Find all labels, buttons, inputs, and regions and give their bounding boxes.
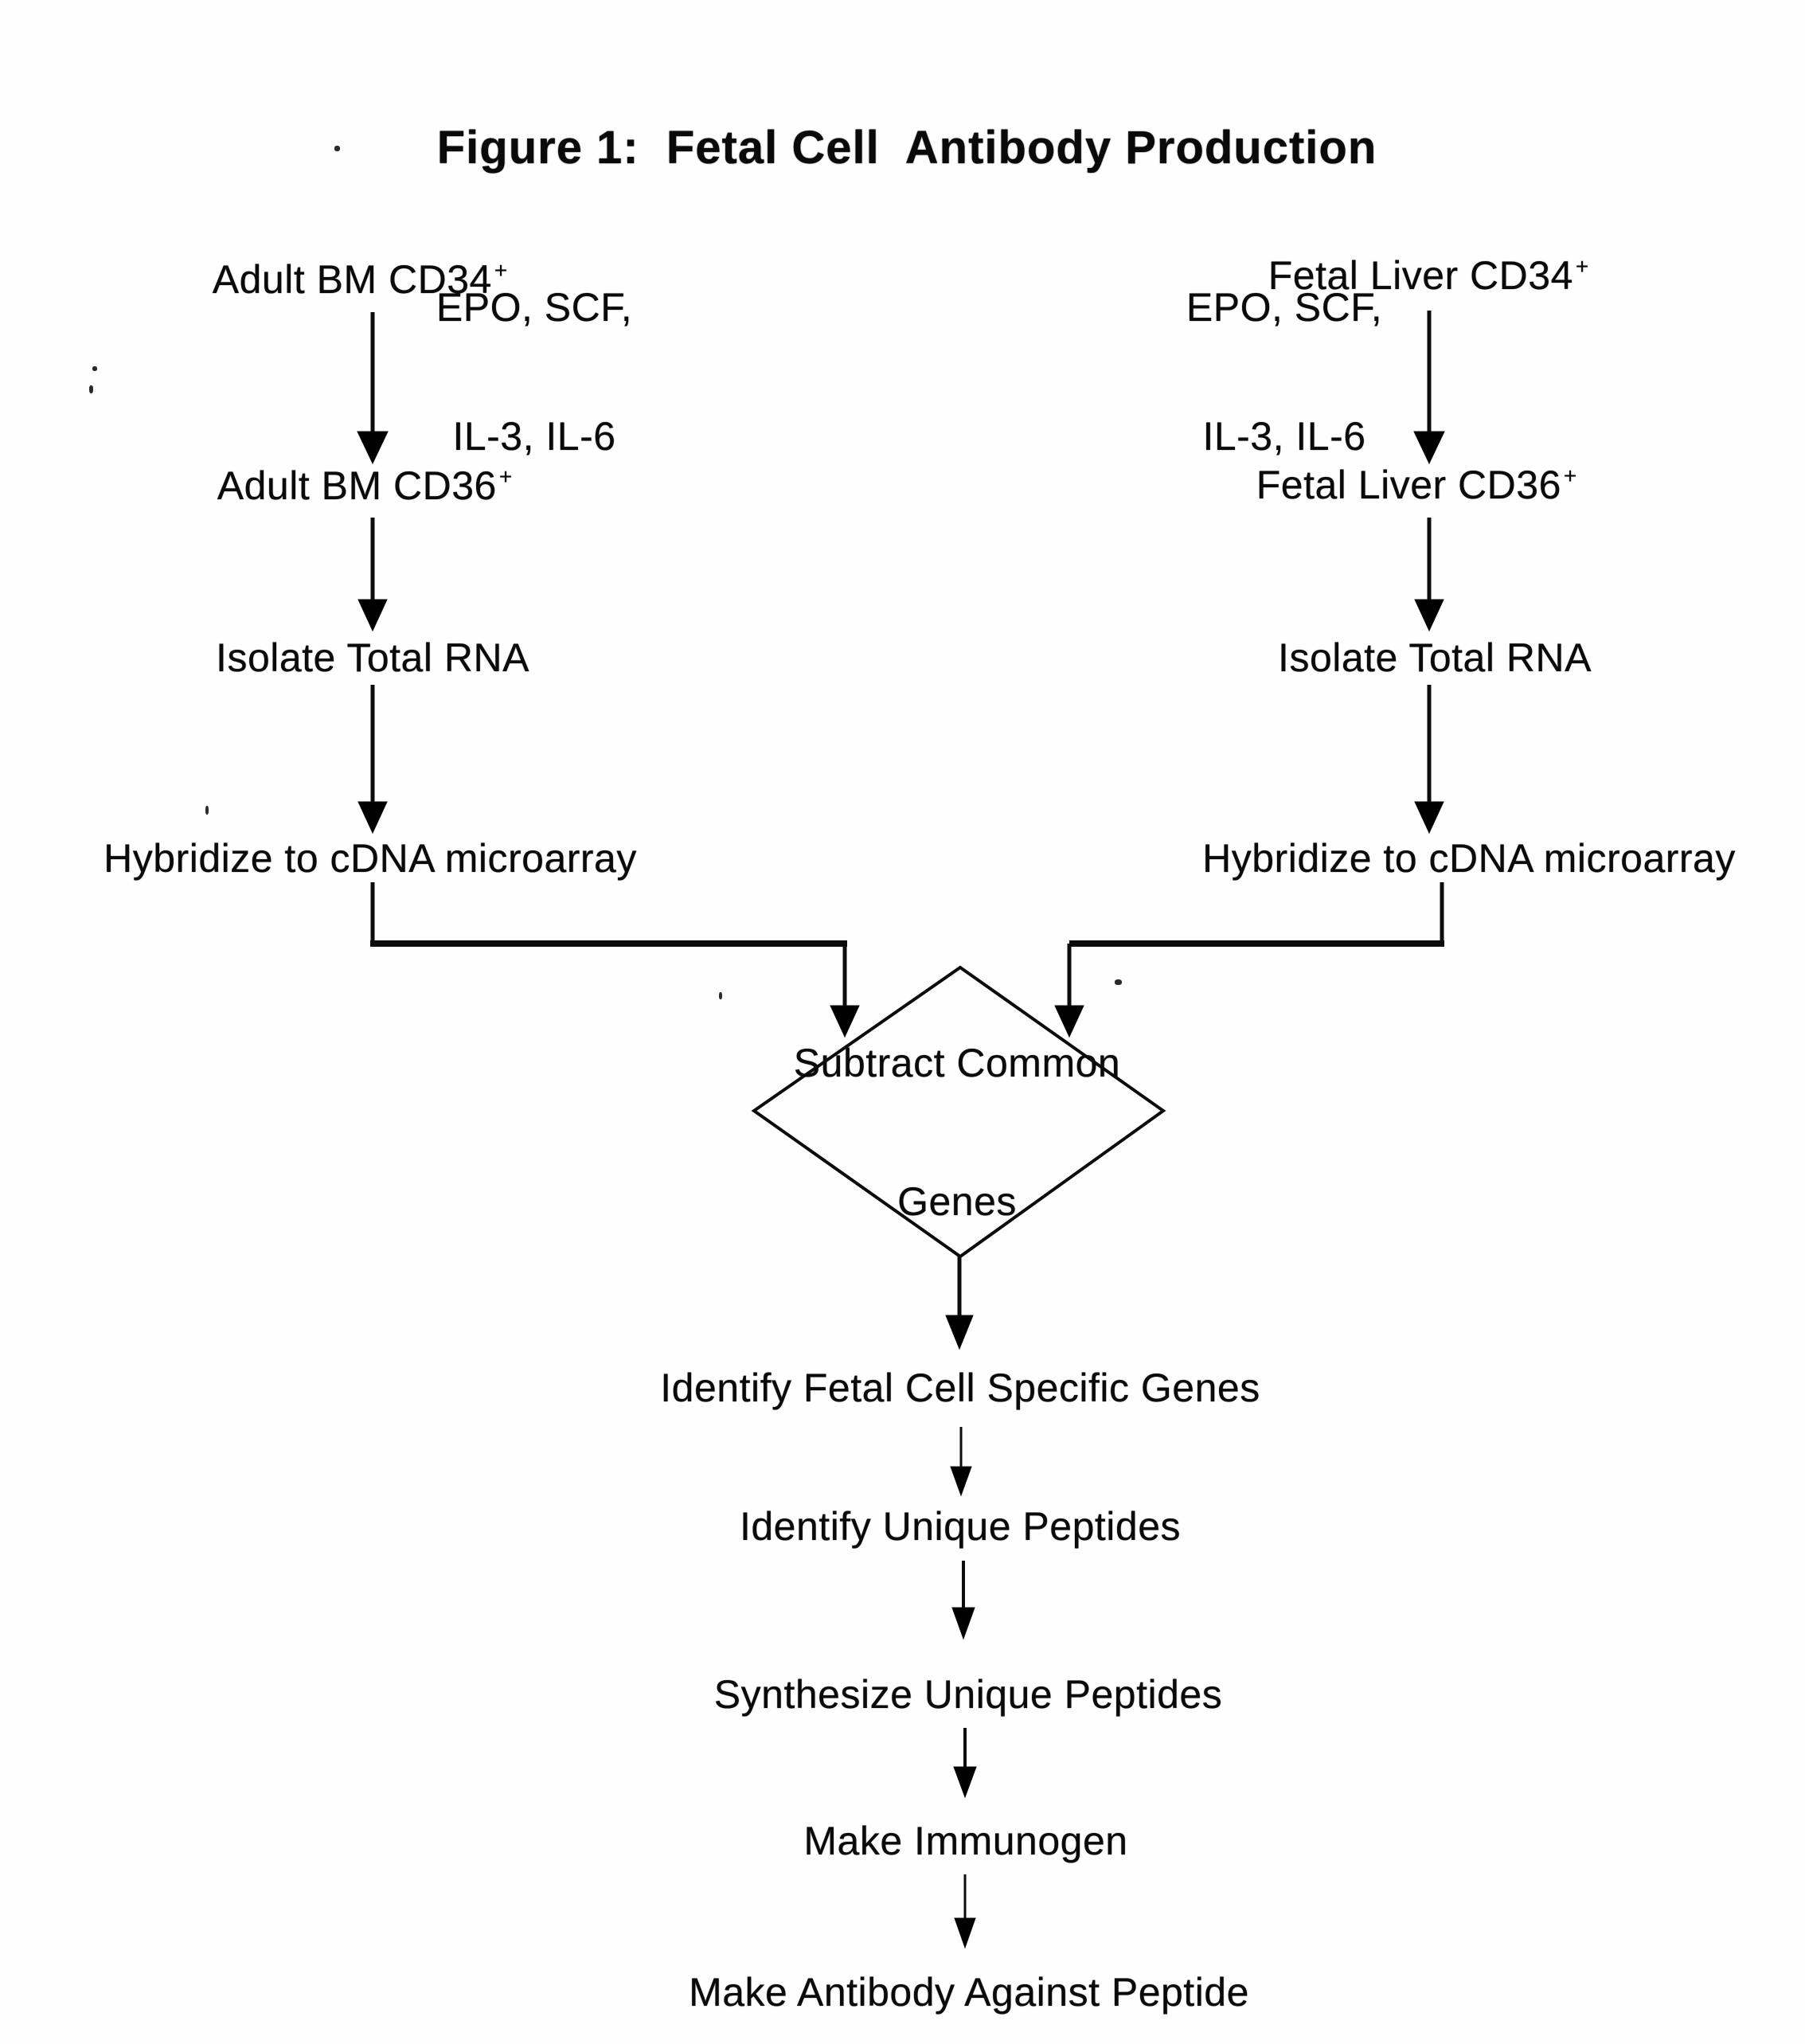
cytokine-right-line2: IL-3, IL-6 — [1202, 414, 1366, 459]
node-hybridize-left: Hybridize to cDNA microarray — [104, 836, 637, 881]
scan-speck — [205, 806, 209, 815]
arrow-peptides-to-synthesize — [952, 1561, 975, 1639]
superscript-plus: + — [1575, 254, 1589, 279]
node-isolate-rna-left: Isolate Total RNA — [216, 635, 529, 680]
superscript-plus: + — [498, 464, 513, 489]
node-synthesize-unique-peptides: Synthesize Unique Peptides — [713, 1672, 1223, 1717]
arrow-genes-to-peptides — [951, 1427, 971, 1495]
cytokine-left-line1: EPO, SCF, — [436, 285, 633, 330]
arrow-right-cd34-to-cd36 — [1414, 311, 1444, 463]
node-make-antibody: Make Antibody Against Peptide — [689, 1970, 1249, 2015]
arrow-left-cd34-to-cd36 — [357, 312, 388, 463]
arrow-synthesize-to-immunogen — [954, 1728, 976, 1797]
node-adult-bm-cd36 — [217, 465, 512, 513]
cytokine-left-line2: IL-3, IL-6 — [452, 414, 616, 459]
scan-speck — [334, 146, 340, 151]
scan-speck — [92, 366, 97, 371]
arrow-immunogen-to-antibody — [955, 1874, 975, 1948]
node-make-immunogen: Make Immunogen — [803, 1819, 1128, 1863]
arrow-right-isolate-to-hybridize — [1415, 685, 1444, 833]
node-isolate-rna-right: Isolate Total RNA — [1278, 635, 1592, 680]
superscript-plus: + — [1563, 463, 1577, 488]
node-fetal-liver-cd36 — [1256, 464, 1577, 512]
arrow-left-isolate-to-hybridize — [358, 685, 387, 833]
figure-title: Figure 1: Fetal Cell Antibody Production — [436, 122, 1377, 174]
node-fetal-liver-cd34-text: Fetal Liver CD34 — [1268, 253, 1573, 298]
decision-label — [794, 948, 1120, 1317]
node-adult-bm-cd34-text: Adult BM CD34 — [212, 257, 492, 302]
node-fetal-liver-cd36-text: Fetal Liver CD36 — [1256, 463, 1561, 507]
arrow-right-cd36-to-isolate — [1415, 518, 1444, 631]
node-hybridize-right: Hybridize to cDNA microarray — [1202, 836, 1736, 881]
node-adult-bm-cd36-text: Adult BM CD36 — [217, 463, 497, 508]
arrow-left-cd36-to-isolate — [358, 518, 387, 631]
connector-left-to-diamond — [370, 882, 859, 1037]
scan-speck — [89, 385, 93, 393]
scan-speck — [719, 992, 722, 999]
cytokine-right-line1: EPO, SCF, — [1186, 285, 1383, 330]
decision-label-line1: Subtract Common — [793, 1041, 1121, 1085]
decision-label-line2: Genes — [897, 1179, 1017, 1224]
superscript-plus: + — [494, 258, 508, 283]
node-identify-unique-peptides: Identify Unique Peptides — [739, 1504, 1182, 1549]
scan-speck — [1115, 979, 1122, 985]
node-identify-fetal-genes: Identify Fetal Cell Specific Genes — [660, 1366, 1260, 1410]
